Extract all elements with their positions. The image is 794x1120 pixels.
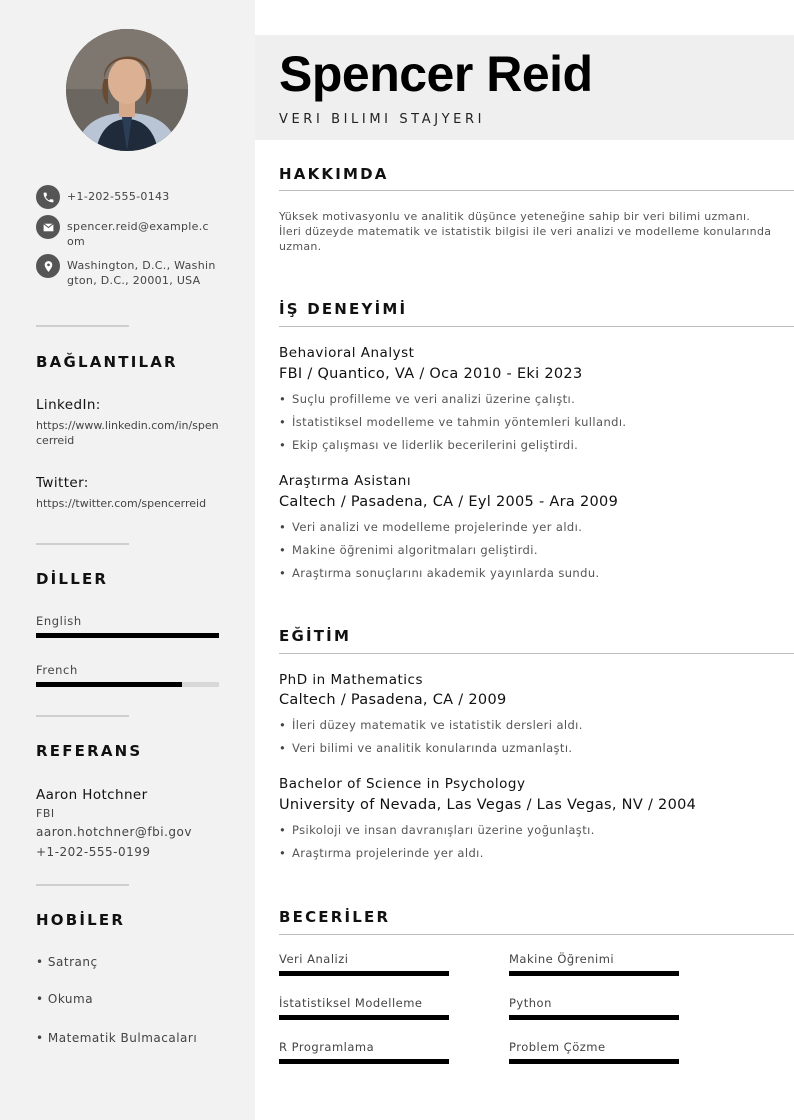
divider (36, 715, 129, 717)
reference-name: Aaron Hotchner (36, 787, 148, 803)
person-name: Spencer Reid (279, 46, 593, 102)
job-bullet: • İstatistiksel modelleme ve tahmin yöntemleri kullandı. (279, 415, 627, 429)
job-bullet: • Makine öğrenimi algoritmaları geliştirdi. (279, 543, 538, 557)
job-bullet: • Araştırma sonuçlarını akademik yayınlarda sundu. (279, 566, 600, 580)
job-role: VERI BILIMI STAJYERI (279, 112, 486, 127)
twitter-label: Twitter: (36, 475, 89, 491)
hobby-label: Matematik Bulmacaları (47, 1031, 198, 1045)
contact-address (36, 254, 226, 288)
profile-photo (66, 29, 188, 151)
reference-heading: REFERANS (36, 742, 143, 760)
sidebar (0, 0, 255, 1120)
divider (36, 325, 129, 327)
job-bullet: • Veri analizi ve modelleme projelerinde yer aldı. (279, 520, 582, 534)
skill-name: İstatistiksel Modelleme (279, 996, 423, 1010)
reference-org: FBI (36, 807, 55, 820)
job-bullet: • Suçlu profilleme ve veri analizi üzerine çalıştı. (279, 392, 575, 406)
language-level-fill (36, 682, 182, 687)
language-level-fill (36, 633, 219, 638)
job-title: Behavioral Analyst (279, 345, 415, 361)
skill-level-bar (279, 1059, 449, 1064)
skill-level-fill (279, 971, 449, 976)
about-text: Yüksek motivasyonlu ve analitik düşünce yeteneğine sahip bir veri bilimi uzmanı. İleri düzeyde matematik ve istatistik bilgisi ile veri analizi ve modelleme konularında uzman. (279, 210, 772, 253)
skill-level-fill (509, 971, 679, 976)
reference-phone: +1-202-555-0199 (36, 845, 151, 859)
skill-name: Python (509, 996, 552, 1010)
skill-level-bar (279, 971, 449, 976)
skills-heading: BECERİLER (279, 908, 391, 926)
skill-name: Veri Analizi (279, 952, 349, 966)
address-text: Washington, D.C., Washington, D.C., 20001, USA (67, 259, 216, 287)
experience-heading: İŞ DENEYİMİ (279, 300, 408, 318)
education-bullet: • Veri bilimi ve analitik konularında uzmanlaştı. (279, 741, 572, 755)
skill-name: R Programlama (279, 1040, 375, 1054)
language-level-bar (36, 682, 219, 687)
mail-icon (36, 215, 60, 239)
links-heading: BAĞLANTILAR (36, 353, 178, 371)
education-bullet: • Araştırma projelerinde yer aldı. (279, 846, 484, 860)
contact-email[interactable] (36, 215, 226, 249)
hobby-item: • Matematik Bulmacaları (36, 1031, 198, 1045)
education-heading: EĞİTİM (279, 627, 352, 645)
education-bullet: • İleri düzey matematik ve istatistik dersleri aldı. (279, 718, 583, 732)
linkedin-link[interactable]: https://www.linkedin.com/in/spencerreid (36, 419, 219, 447)
skill-level-bar (279, 1015, 449, 1020)
about-heading: HAKKIMDA (279, 165, 389, 183)
skill-name: Makine Öğrenimi (509, 952, 615, 966)
language-level-bar (36, 633, 219, 638)
hobbies-heading: HOBİLER (36, 911, 126, 929)
skill-level-fill (279, 1059, 449, 1064)
degree-meta: University of Nevada, Las Vegas / Las Vegas, NV / 2004 (279, 797, 697, 813)
phone-icon (36, 185, 60, 209)
section-rule (279, 653, 794, 654)
hobby-item: • Satranç (36, 955, 98, 969)
skill-level-fill (279, 1015, 449, 1020)
job-meta: Caltech / Pasadena, CA / Eyl 2005 - Ara 2009 (279, 494, 619, 510)
section-rule (279, 326, 794, 327)
degree-title: Bachelor of Science in Psychology (279, 776, 526, 792)
education-bullet: • Psikoloji ve insan davranışları üzerine yoğunlaştı. (279, 823, 595, 837)
language-name: English (36, 614, 82, 628)
section-rule (279, 934, 794, 935)
linkedin-label: LinkedIn: (36, 397, 101, 413)
skill-name: Problem Çözme (509, 1040, 606, 1054)
degree-meta: Caltech / Pasadena, CA / 2009 (279, 692, 507, 708)
skill-level-bar (509, 971, 679, 976)
hobby-label: Okuma (47, 992, 94, 1006)
job-bullet: • Ekip çalışması ve liderlik becerilerini geliştirdi. (279, 438, 578, 452)
location-pin-icon (36, 254, 60, 278)
job-title: Araştırma Asistanı (279, 473, 412, 489)
job-meta: FBI / Quantico, VA / Oca 2010 - Eki 2023 (279, 366, 583, 382)
hobby-item: • Okuma (36, 992, 94, 1006)
email-text[interactable]: spencer.reid@example.com (67, 220, 209, 248)
hobby-label: Satranç (47, 955, 98, 969)
phone-text: +1-202-555-0143 (67, 190, 170, 203)
divider (36, 543, 129, 545)
degree-title: PhD in Mathematics (279, 672, 423, 688)
divider (36, 884, 129, 886)
skill-level-fill (509, 1015, 679, 1020)
reference-email[interactable]: aaron.hotchner@fbi.gov (36, 825, 192, 839)
skill-level-bar (509, 1059, 679, 1064)
languages-heading: DİLLER (36, 570, 109, 588)
skill-level-fill (509, 1059, 679, 1064)
twitter-link[interactable]: https://twitter.com/spencerreid (36, 497, 207, 510)
contact-phone (36, 185, 226, 209)
section-rule (279, 190, 794, 191)
language-name: French (36, 663, 78, 677)
skill-level-bar (509, 1015, 679, 1020)
